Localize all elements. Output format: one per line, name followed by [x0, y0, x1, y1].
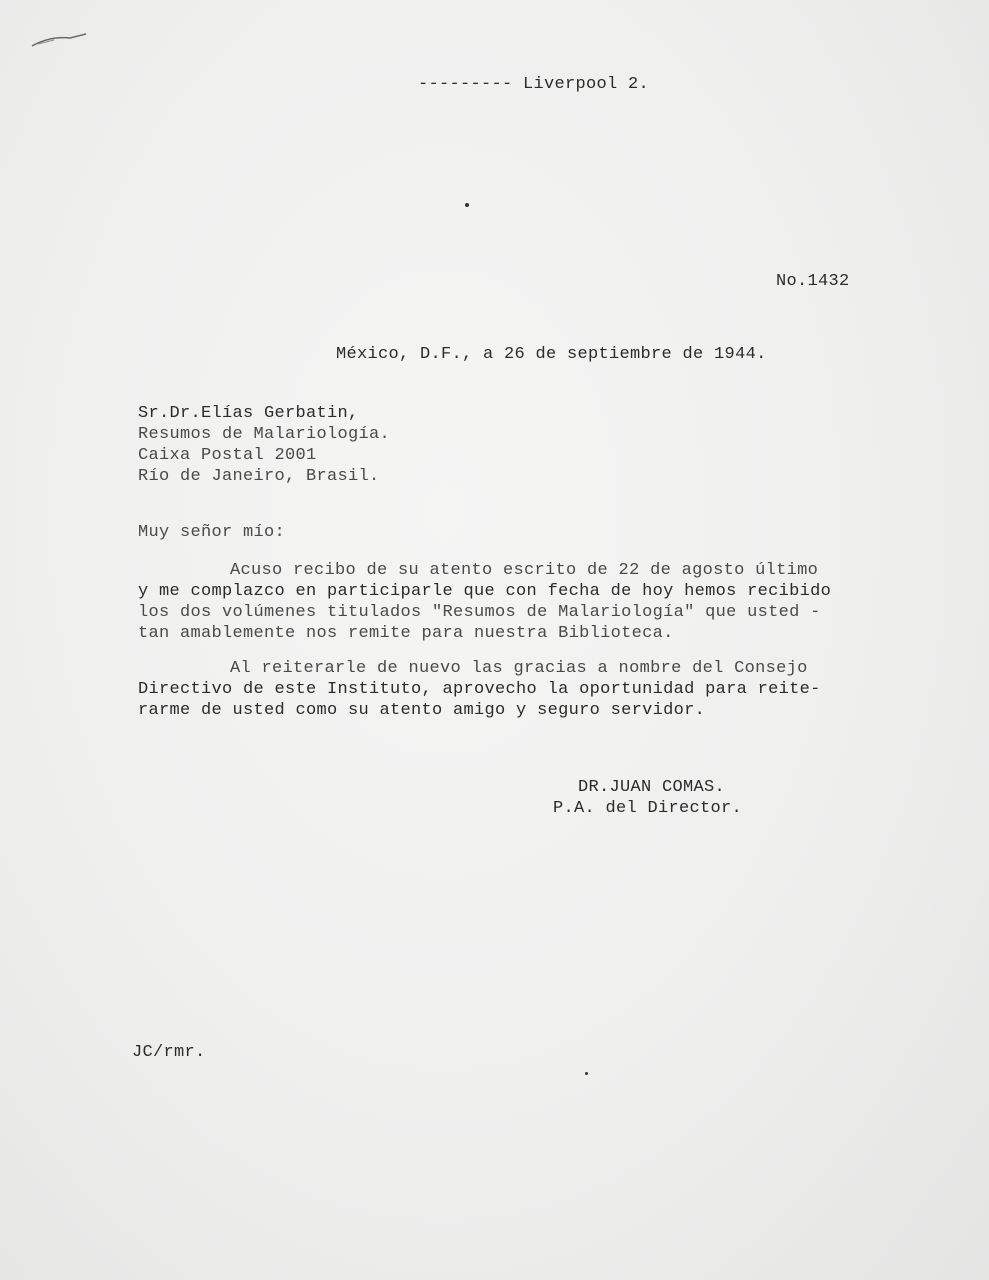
paragraph-line: Al reiterarle de nuevo las gracias a nombre del Consejo [230, 659, 808, 678]
paper-crease-mark [30, 30, 90, 50]
paragraph-line: Acuso recibo de su atento escrito de 22 de agosto último [230, 561, 819, 580]
reference-line: --------- Liverpool 2. [418, 75, 650, 94]
paragraph-line: tan amablemente nos remite para nuestra Biblioteca. [138, 624, 674, 643]
paragraph-line: Directivo de este Instituto, aprovecho la oportunidad para reite- [138, 680, 821, 699]
typist-initials: JC/rmr. [132, 1043, 206, 1062]
signature-title: P.A. del Director. [553, 799, 743, 818]
addressee-line: Resumos de Malariología. [138, 425, 391, 444]
addressee-line: Río de Janeiro, Brasil. [138, 467, 380, 486]
dateline: México, D.F., a 26 de septiembre de 1944. [336, 345, 767, 364]
paragraph-line: y me complazco en participarle que con fecha de hoy hemos recibido [138, 582, 832, 601]
signature-name: DR.JUAN COMAS. [578, 778, 726, 797]
addressee-line: Caixa Postal 2001 [138, 446, 317, 465]
ink-dot [465, 203, 469, 207]
ink-dot [585, 1072, 588, 1075]
salutation: Muy señor mío: [138, 523, 286, 542]
paragraph-line: los dos volúmenes titulados "Resumos de Malariología" que usted - [138, 603, 821, 622]
addressee-line: Sr.Dr.Elías Gerbatin, [138, 404, 359, 423]
paragraph-line: rarme de usted como su atento amigo y seguro servidor. [138, 701, 706, 720]
document-number: No.1432 [776, 272, 850, 291]
